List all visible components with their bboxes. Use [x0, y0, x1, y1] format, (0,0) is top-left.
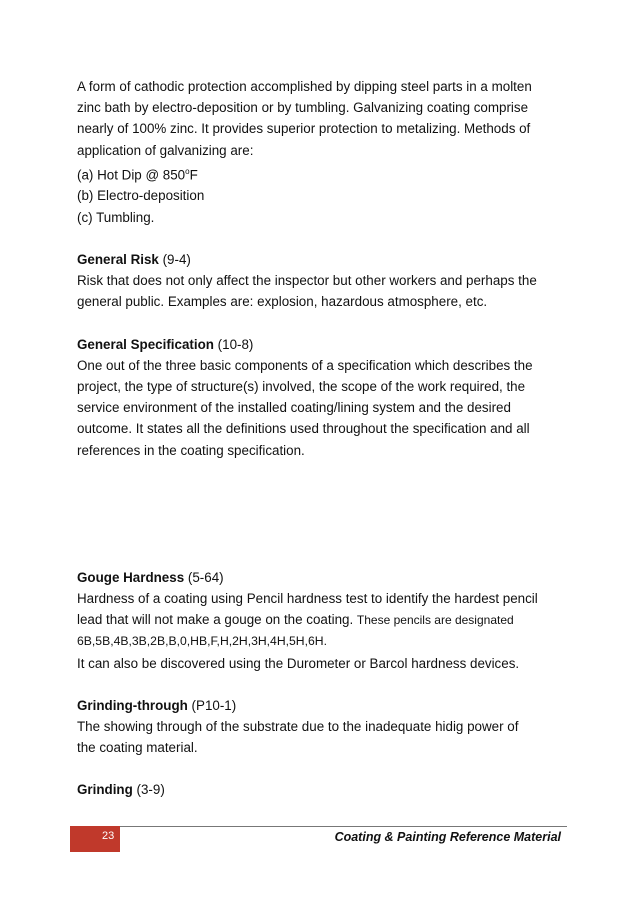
page-number: 23: [102, 830, 115, 842]
body-text: lead that will not make a gouge on the coating.: [77, 612, 357, 628]
term-title: General Risk: [77, 251, 159, 267]
grinding-through-section: [77, 695, 567, 759]
body-line: zinc bath by electro-deposition or by tumbling. Galvanizing coating comprise: [77, 100, 529, 116]
method-c: (c) Tumbling.: [77, 209, 155, 225]
method-a-text: (a) Hot Dip @ 850: [77, 167, 186, 183]
footer-title: Coating & Painting Reference Material: [334, 830, 561, 844]
term-ref: (P10-1): [187, 697, 237, 713]
general-specification-section: [77, 334, 567, 461]
degree-superscript: o: [185, 166, 190, 176]
body-line: A form of cathodic protection accomplished by dipping steel parts in a molten: [77, 79, 532, 94]
page-content: [77, 76, 567, 801]
gouge-hardness-section: [77, 567, 567, 674]
body-line: One out of the three basic components of a specification which describes the: [77, 357, 533, 373]
term-title: Grinding: [77, 782, 133, 798]
pencil-grades: 6B,5B,4B,3B,2B,B,0,HB,F,H,2H,3H,4H,5H,6H.: [77, 634, 327, 649]
body-line: project, the type of structure(s) involved, the scope of the work required, the: [77, 378, 526, 394]
body-line: general public. Examples are: explosion, hazardous atmosphere, etc.: [77, 294, 488, 310]
body-line: Hardness of a coating using Pencil hardness test to identify the hardest pencil: [77, 590, 538, 606]
body-line: references in the coating specification.: [77, 442, 305, 458]
body-line: The showing through of the substrate due to the inadequate hidig power of: [77, 718, 519, 734]
term-title: Gouge Hardness: [77, 569, 185, 585]
body-line: [77, 609, 567, 631]
body-text-small: These pencils are designated: [356, 613, 514, 628]
body-line: nearly of 100% zinc. It provides superior protection to metalizing. Methods of: [77, 121, 531, 137]
term-heading: [77, 779, 567, 800]
body-line: the coating material.: [77, 740, 198, 756]
grinding-section: [77, 779, 567, 800]
term-heading: [77, 695, 567, 716]
general-risk-section: [77, 249, 567, 313]
body-line: outcome. It states all the definitions used throughout the specification and all: [77, 421, 530, 437]
term-heading: [77, 567, 567, 588]
footer-divider: [120, 826, 567, 827]
method-b: (b) Electro-deposition: [77, 188, 205, 204]
term-heading: [77, 334, 567, 355]
term-ref: (9-4): [158, 251, 191, 267]
body-line: Risk that does not only affect the inspector but other workers and perhaps the: [77, 273, 537, 289]
term-ref: (5-64): [184, 569, 224, 585]
term-heading: [77, 249, 567, 270]
term-ref: (10-8): [213, 336, 254, 352]
method-a: [77, 161, 567, 186]
term-title: General Specification: [77, 336, 214, 352]
method-a-unit: F: [189, 167, 198, 183]
body-line: application of galvanizing are:: [77, 142, 254, 158]
body-line: service environment of the installed coating/lining system and the desired: [77, 400, 511, 416]
body-line: It can also be discovered using the Durometer or Barcol hardness devices.: [77, 655, 520, 671]
galvanizing-section: [77, 76, 567, 228]
term-ref: (3-9): [132, 782, 165, 798]
term-title: Grinding-through: [77, 697, 188, 713]
